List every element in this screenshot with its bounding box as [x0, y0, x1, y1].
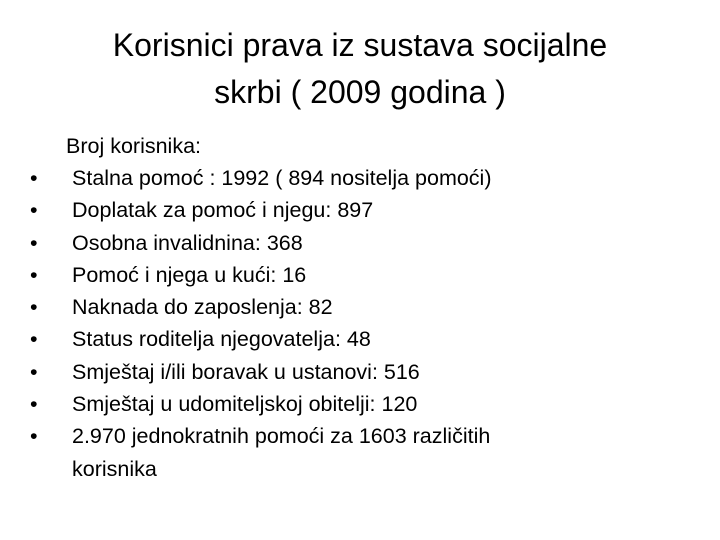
list-item: [25, 356, 685, 388]
list-item: [25, 388, 685, 420]
list-item: [25, 291, 685, 323]
list-item-text-continued: korisnika: [72, 456, 157, 481]
list-item: [25, 162, 685, 194]
title-line-2: skrbi ( 2009 godina ): [214, 74, 506, 110]
title-line-1: Korisnici prava iz sustava socijalne: [112, 27, 608, 63]
bullet-icon: •: [30, 392, 38, 417]
list-item-text: Osobna invalidnina: 368: [72, 230, 303, 255]
bullet-icon: •: [30, 359, 38, 384]
slide-title: [40, 22, 680, 116]
bullet-icon: •: [30, 327, 38, 352]
list-item-text: Smještaj u udomiteljskoj obitelji: 120: [72, 392, 418, 417]
bullet-icon: •: [30, 262, 38, 287]
list-item-text: Status roditelja njegovatelja: 48: [72, 327, 371, 352]
list-item-text: Smještaj i/ili boravak u ustanovi: 516: [72, 359, 420, 384]
list-item-text: Doplatak za pomoć i njegu: 897: [72, 198, 374, 223]
list-item: [25, 323, 685, 355]
list-item-text: Naknada do zaposlenja: 82: [72, 295, 333, 320]
list-item-text: Pomoć i njega u kući: 16: [72, 262, 307, 287]
bullet-icon: •: [30, 230, 38, 255]
slide-body: [25, 130, 685, 485]
list-item: [25, 420, 685, 485]
bullet-icon: •: [30, 198, 38, 223]
intro-text: Broj korisnika:: [66, 134, 202, 158]
list-item-text: Stalna pomoć : 1992 ( 894 nositelja pomoći): [72, 166, 492, 190]
bullet-icon: •: [30, 166, 38, 190]
bullet-icon: •: [30, 424, 38, 449]
list-item: [25, 227, 685, 259]
list-item: [25, 194, 685, 226]
bullet-icon: •: [30, 295, 38, 320]
list-item-text: 2.970 jednokratnih pomoći za 1603 različitih: [72, 424, 491, 449]
bullet-list: [25, 162, 685, 485]
list-item: [25, 259, 685, 291]
